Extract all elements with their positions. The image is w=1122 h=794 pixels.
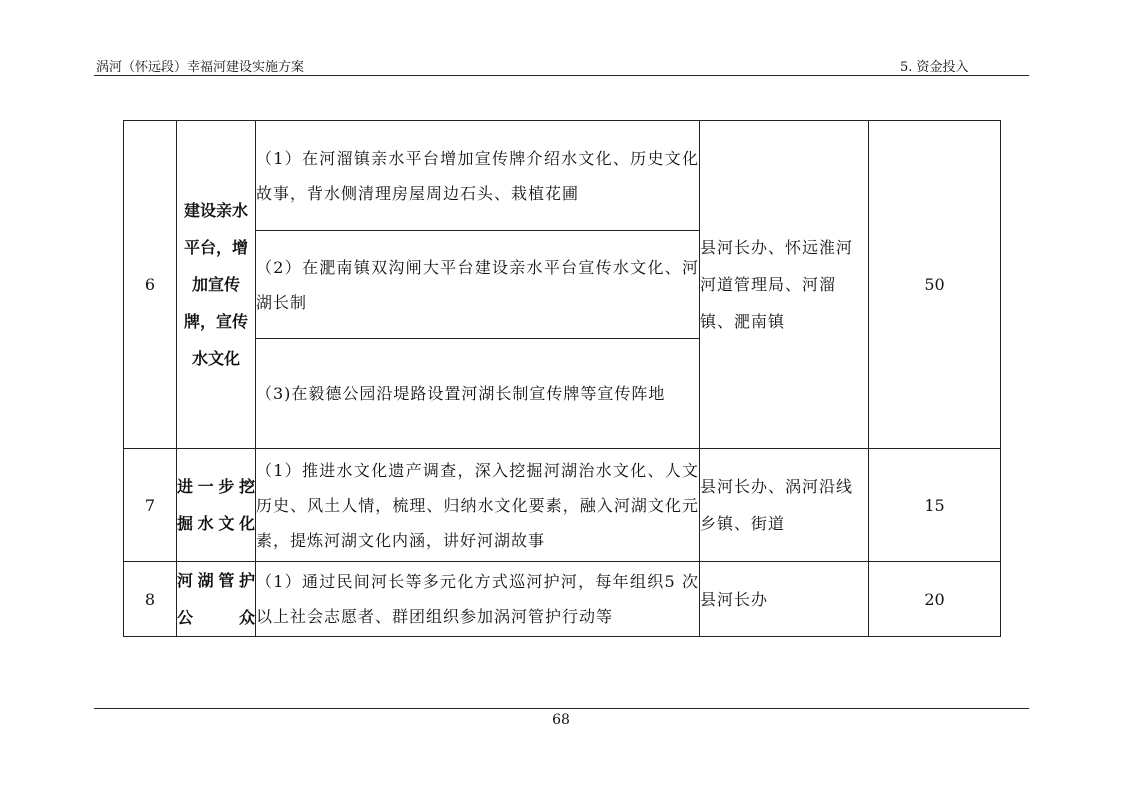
funding-table: [123, 120, 1001, 637]
amount: 20: [869, 562, 1001, 637]
responsible-units: 县河长办、涡河沿线乡镇、街道: [700, 449, 869, 562]
document-title: 涡河（怀远段）幸福河建设实施方案: [96, 60, 305, 75]
row-number: 6: [124, 121, 177, 449]
responsible-units: 县河长办、怀远淮河河道管理局、河溜镇、淝南镇: [700, 121, 869, 449]
row-title: [177, 562, 256, 637]
header-rule: [94, 75, 1029, 76]
table-row: [124, 449, 1001, 562]
amount: 15: [869, 449, 1001, 562]
task-item: （1）在河溜镇亲水平台增加宣传牌介绍水文化、历史文化故事，背水侧清理房屋周边石头、栽植花圃: [256, 121, 700, 231]
row-title: 建设亲水平台，增加宣传牌，宣传水文化: [177, 121, 256, 449]
responsible-units: 县河长办: [700, 562, 869, 637]
task-item: （1）推进水文化遗产调查，深入挖掘河湖治水文化、人文历史、风土人情，梳理、归纳水文化要素，融入河湖文化元素，提炼河湖文化内涵，讲好河湖故事: [256, 449, 700, 562]
row-title-text: 进一步挖掘水文化: [177, 477, 255, 533]
row-number: 8: [124, 562, 177, 637]
table-row: [124, 121, 1001, 231]
task-item: （3)在毅德公园沿堤路设置河湖长制宣传牌等宣传阵地: [256, 339, 700, 449]
row-title-text: 河湖管护公众: [177, 571, 255, 627]
task-item: （2）在淝南镇双沟闸大平台建设亲水平台宣传水文化、河湖长制: [256, 231, 700, 339]
footer-rule: [94, 708, 1029, 709]
amount: 50: [869, 121, 1001, 449]
task-item: （1）通过民间河长等多元化方式巡河护河，每年组织5 次以上社会志愿者、群团组织参加涡河管护行动等: [256, 562, 700, 637]
table-row: [124, 562, 1001, 637]
page-number: 68: [552, 712, 570, 728]
row-title: [177, 449, 256, 562]
section-title: 5. 资金投入: [900, 60, 969, 75]
row-number: 7: [124, 449, 177, 562]
